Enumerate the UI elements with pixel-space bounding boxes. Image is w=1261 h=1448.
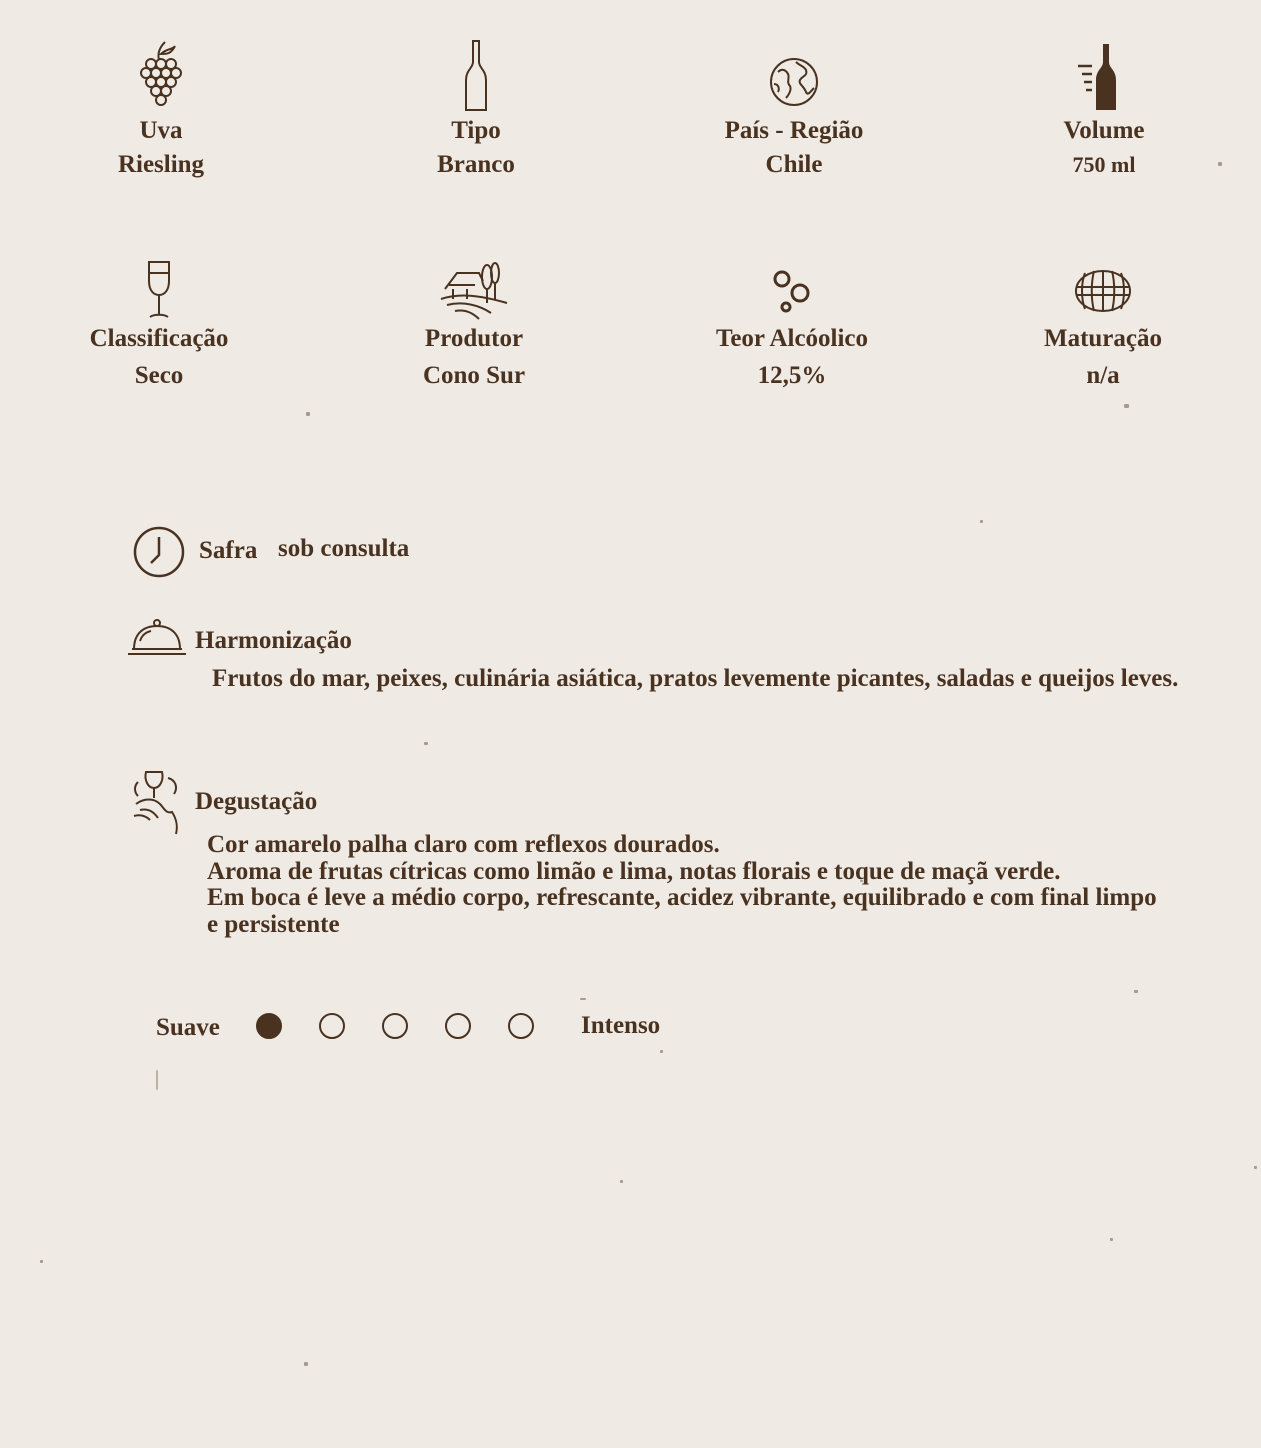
wine-glass-icon: [144, 258, 174, 322]
intensity-dot: [256, 1013, 282, 1039]
intensity-dot: [319, 1013, 345, 1039]
spec-grape: [96, 40, 226, 182]
spec-value: Chile: [765, 151, 823, 178]
degustacao-line: e persistente: [207, 910, 340, 938]
clock-icon: [132, 525, 186, 579]
spec-label: Volume: [1063, 117, 1145, 144]
vineyard-icon: [439, 258, 509, 322]
barrel-icon: [1073, 258, 1133, 322]
safra-label: Safra: [199, 537, 258, 564]
spec-classification: [79, 258, 239, 393]
wine-bottle-icon: [461, 40, 491, 114]
harmonizacao-title: Harmonização: [195, 627, 352, 654]
degustacao-line: Aroma de frutas cítricas como limão e lima, notas florais e toque de maçã verde.: [207, 857, 1061, 885]
safra-value: sob consulta: [278, 535, 410, 562]
spec-value: Riesling: [117, 151, 205, 178]
intensity-dot: [382, 1013, 408, 1039]
globe-icon: [764, 40, 824, 114]
spec-label: Maturação: [1043, 325, 1163, 352]
spec-label: País - Região: [724, 117, 864, 144]
spec-value: 12,5%: [757, 362, 827, 389]
bottle-volume-icon: [1074, 40, 1134, 114]
degustacao-line: Cor amarelo palha claro com reflexos dourados.: [207, 831, 720, 858]
spec-volume: [1039, 40, 1169, 182]
cloche-icon: [126, 617, 188, 657]
degustacao-line: Em boca é leve a médio corpo, refrescante, acidez vibrante, equilibrado e com final limpo: [207, 884, 1157, 911]
grapes-icon: [131, 40, 191, 114]
bubbles-icon: [762, 258, 822, 322]
spec-alcohol: [702, 258, 882, 393]
spec-type: [411, 40, 541, 182]
intensity-max-label: Intenso: [581, 1012, 661, 1039]
spec-value: Cono Sur: [422, 362, 526, 389]
spec-value: Branco: [437, 151, 515, 178]
spec-maturation: [1033, 258, 1173, 393]
spec-label: Uva: [139, 117, 183, 144]
harmonizacao-text: Frutos do mar, peixes, culinária asiática, pratos levemente picantes, saladas e queijos leves.: [212, 665, 1179, 692]
degustacao-title: Degustação: [195, 788, 318, 815]
spec-producer: [404, 258, 544, 393]
intensity-min-label: Suave: [156, 1014, 220, 1041]
spec-value: Seco: [134, 362, 184, 389]
spec-label: Classificação: [89, 325, 229, 352]
tasting-icon: [132, 768, 182, 836]
intensity-dot: [508, 1013, 534, 1039]
spec-label: Produtor: [424, 325, 524, 352]
spec-label: Teor Alcóolico: [715, 325, 869, 352]
spec-label: Tipo: [451, 117, 501, 144]
degustacao-text: [207, 832, 1207, 938]
spec-value: n/a: [1086, 362, 1120, 389]
spec-value: 750 ml: [1072, 152, 1136, 177]
intensity-dot: [445, 1013, 471, 1039]
spec-country: [694, 40, 894, 182]
